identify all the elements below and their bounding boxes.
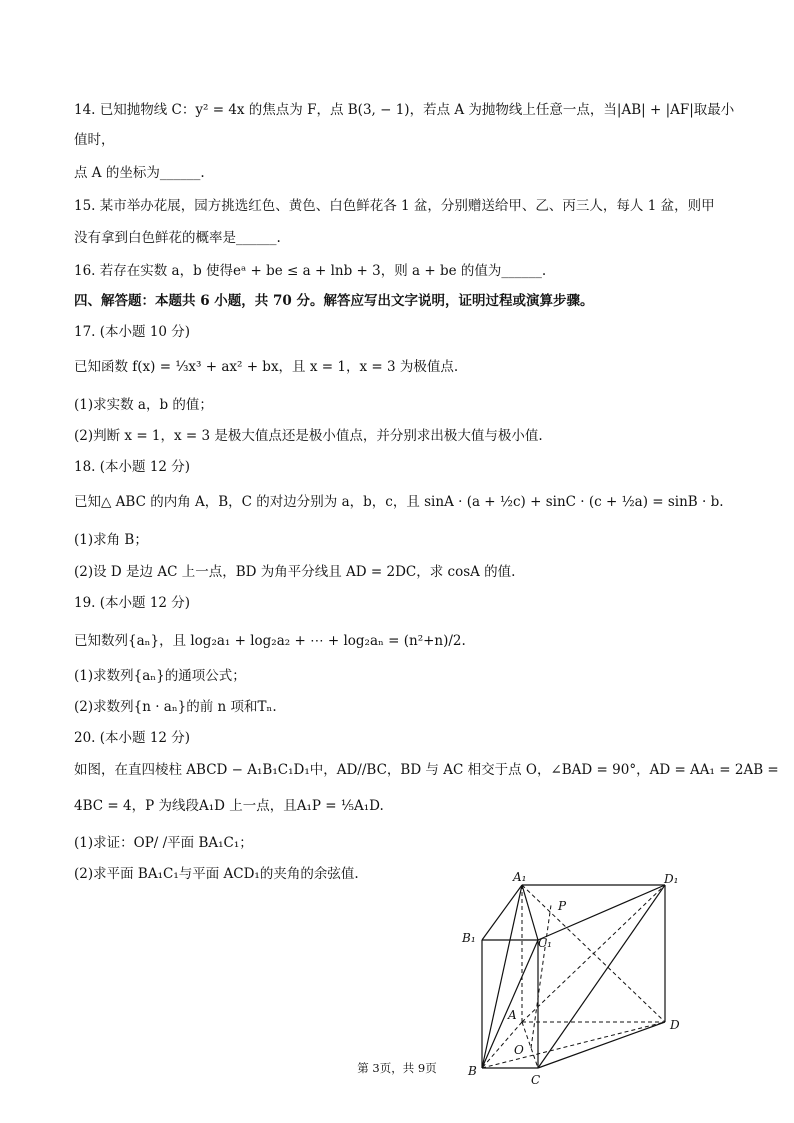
question-18-stem: 已知△ ABC 的内角 A，B，C 的对边分别为 a，b，c，且 sinA · (a + ½c) + sinC · (c + ½a) = sinB · b. [74, 494, 724, 510]
label-B1: B₁ [462, 931, 476, 945]
question-15-line-1: 15. 某市举办花展，园方挑选红色、黄色、白色鲜花各 1 盆，分别赠送给甲、乙、丙三人，每人 1 盆，则甲 [74, 198, 715, 214]
label-D: D [670, 1018, 680, 1032]
label-D1: D₁ [664, 872, 679, 886]
question-19-part-1: (1)求数列{aₙ}的通项公式； [74, 668, 246, 684]
question-17-stem: 已知函数 f(x) = ⅓x³ + ax² + bx，且 x = 1，x = 3 为极值点. [74, 359, 459, 375]
prism-hidden-edges [482, 885, 665, 1068]
page-footer: 第 3页，共 9页 [357, 1061, 437, 1075]
question-17-part-2: (2)判断 x = 1，x = 3 是极大值点还是极小值点，并分别求出极大值与极小值. [74, 428, 543, 444]
question-19-header: 19. (本小题 12 分) [74, 595, 191, 611]
question-14-line-2: 值时， [74, 132, 115, 148]
question-19-part-2: (2)求数列{n · aₙ}的前 n 项和Tₙ. [74, 699, 277, 715]
label-A: A [508, 1008, 517, 1022]
question-17-part-1: (1)求实数 a，b 的值； [74, 397, 213, 413]
prism-solid-edges [482, 885, 665, 1068]
prism-figure [450, 862, 700, 1087]
section-heading: 四、解答题：本题共 6 小题，共 70 分。解答应写出文字说明，证明过程或演算步骤。 [74, 293, 594, 309]
question-18-part-1: (1)求角 B； [74, 532, 148, 548]
question-15-line-2: 没有拿到白色鲜花的概率是______. [74, 230, 281, 246]
question-20-stem-1: 如图，在直四棱柱 ABCD − A₁B₁C₁D₁中，AD//BC，BD 与 AC 相交于点 O，∠BAD = 90°，AD = AA₁ = 2AB = [74, 762, 779, 778]
label-B: B [468, 1064, 477, 1078]
question-14-line-1: 14. 已知抛物线 C：y² = 4x 的焦点为 F，点 B(3, − 1)，若点 A 为抛物线上任意一点，当|AB| + |AF|取最小 [74, 102, 735, 118]
edge-B-C1 [482, 940, 538, 1068]
question-20-stem-2: 4BC = 4，P 为线段A₁D 上一点，且A₁P = ⅕A₁D. [74, 798, 384, 814]
label-A1: A₁ [513, 870, 527, 884]
question-18-part-2: (2)设 D 是边 AC 上一点，BD 为角平分线且 AD = 2DC，求 cosA 的值. [74, 564, 516, 580]
label-C: C [531, 1073, 541, 1087]
question-20-header: 20. (本小题 12 分) [74, 730, 191, 746]
question-19-stem: 已知数列{aₙ}，且 log₂a₁ + log₂a₂ + ⋯ + log₂aₙ = (n²+n)/2. [74, 633, 466, 649]
question-17-header: 17. (本小题 10 分) [74, 324, 191, 340]
question-14-line-3: 点 A 的坐标为______. [74, 165, 205, 181]
label-C1: C₁ [538, 936, 552, 950]
question-18-header: 18. (本小题 12 分) [74, 459, 191, 475]
question-20-part-1: (1)求证：OP/ /平面 BA₁C₁； [74, 835, 253, 851]
label-O: O [514, 1043, 524, 1057]
question-20-part-2: (2)求平面 BA₁C₁与平面 ACD₁的夹角的余弦值. [74, 866, 359, 882]
edge-A1-C1 [522, 885, 538, 940]
question-16-line: 16. 若存在实数 a，b 使得eᵃ + be ≤ a + lnb + 3，则 a + be 的值为______. [74, 263, 547, 279]
label-P: P [558, 899, 567, 913]
